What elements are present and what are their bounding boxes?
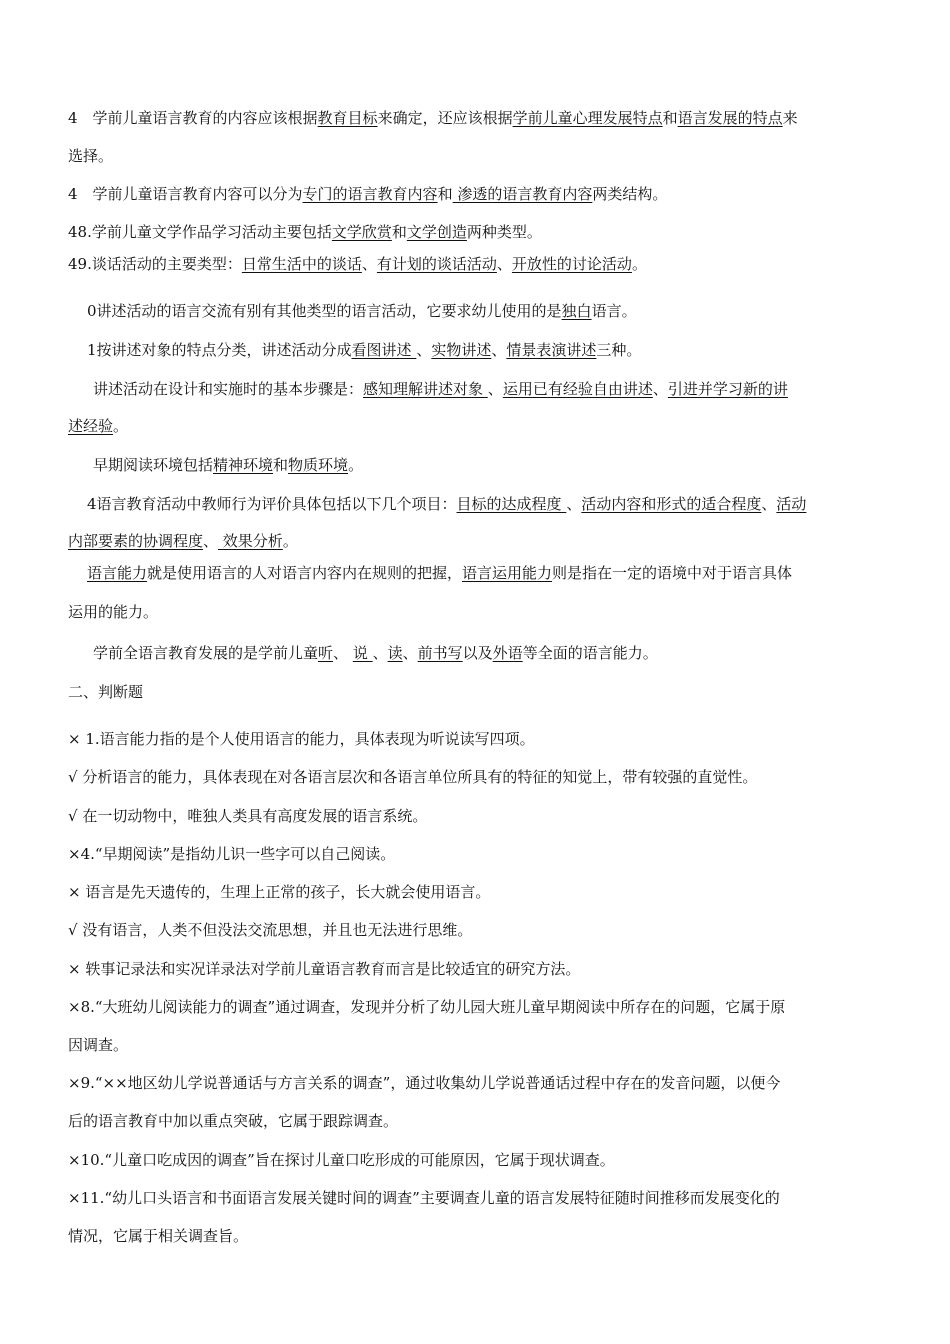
text: 。	[282, 532, 298, 550]
answer: 语言发展的特点	[677, 109, 783, 127]
text: 49.谈话活动的主要类型：	[68, 255, 242, 273]
judgment-item: √ 在一切动物中，唯独人类具有高度发展的语言系统。	[68, 807, 428, 825]
text: 。	[113, 417, 129, 435]
answer: 看图讲述	[351, 341, 417, 359]
answer: 文学欣赏	[331, 223, 392, 241]
judgment-item: × 1.语言能力指的是个人使用语言的能力，具体表现为听说读写四项。	[68, 730, 535, 748]
fill-in-line-10	[87, 563, 905, 583]
fill-in-line-7-cont	[68, 416, 886, 436]
text: 以及	[462, 644, 493, 662]
answer: 活动	[776, 495, 807, 513]
text: 讲述活动在设计和实施时的基本步骤是：	[93, 380, 364, 398]
answer: 日常生活中的谈话	[241, 255, 362, 273]
text: 来确定，还应该根据	[377, 109, 513, 127]
fill-in-line-1-cont	[68, 146, 886, 166]
answer: 语言能力	[87, 564, 148, 582]
judgment-item: ×10.“儿童口吃成因的调查”旨在探讨儿童口吃形成的可能原因，它属于现状调查。	[68, 1151, 615, 1169]
answer: 有计划的谈话活动	[376, 255, 497, 273]
judgment-item: ×11.“幼儿口头语言和书面语言发展关键时间的调查”主要调查儿童的语言发展特征随时间推移而发展变化的	[68, 1189, 780, 1207]
fill-in-line-7	[93, 379, 911, 399]
text: 两种类型。	[466, 223, 542, 241]
fill-in-line-2	[68, 184, 886, 204]
fill-in-line-9	[87, 494, 905, 514]
answer: 说	[352, 644, 373, 662]
answer: 读	[387, 644, 403, 662]
answer: 运用已有经验自由讲述	[502, 380, 653, 398]
text: 语言。	[591, 302, 637, 320]
answer: 内部要素的协调程度	[68, 532, 204, 550]
answer: 听	[318, 644, 334, 662]
answer: 活动内容和形式的适合程度	[581, 495, 762, 513]
text: 等全面的语言能力。	[522, 644, 658, 662]
answer: 教育目标	[317, 109, 378, 127]
fill-in-line-4	[68, 254, 886, 274]
text: 、	[491, 341, 507, 359]
judgment-item-cont: 后的语言教育中加以重点突破，它属于跟踪调查。	[68, 1112, 399, 1130]
answer: 独白	[561, 302, 592, 320]
judgment-item-cont: 因调查。	[68, 1036, 129, 1054]
text: 、	[416, 341, 432, 359]
answer: 渗透的语言教育内容	[452, 185, 593, 203]
text: 48.学前儿童文学作品学习活动主要包括	[68, 223, 332, 241]
text: 4语言教育活动中教师行为评价具体包括以下几个项目：	[87, 495, 457, 513]
text: 1按讲述对象的特点分类，讲述活动分成	[87, 341, 352, 359]
text: 。	[348, 456, 364, 474]
fill-in-line-8	[93, 455, 911, 475]
text: 、	[203, 532, 219, 550]
text: 、	[652, 380, 668, 398]
answer: 述经验	[68, 417, 114, 435]
answer: 专门的语言教育内容	[302, 185, 438, 203]
fill-in-line-9-cont	[68, 531, 886, 551]
text: 、	[496, 255, 512, 273]
judgment-item: × 语言是先天遗传的，生理上正常的孩子，长大就会使用语言。	[68, 883, 491, 901]
judgment-item: × 轶事记录法和实况详录法对学前儿童语言教育而言是比较适宜的研究方法。	[68, 960, 581, 978]
fill-in-line-1	[68, 108, 886, 128]
answer: 文学创造	[406, 223, 467, 241]
fill-in-line-3	[68, 222, 886, 242]
text: 就是使用语言的人对语言内容内在规则的把握，	[147, 564, 463, 582]
answer: 引进并学习新的讲	[667, 380, 788, 398]
text: 则是指在一定的语境中对于语言具体	[552, 564, 793, 582]
text: 运用的能力。	[68, 603, 159, 621]
answer: 语言运用能力	[462, 564, 553, 582]
text: 三种。	[596, 341, 642, 359]
judgment-item: √ 没有语言，人类不但没法交流思想，并且也无法进行思维。	[68, 921, 473, 939]
text: 学前全语言教育发展的是学前儿童	[93, 644, 319, 662]
answer: 实物讲述	[431, 341, 492, 359]
text: 和	[437, 185, 453, 203]
text: 和	[273, 456, 289, 474]
answer: 情景表演讲述	[506, 341, 597, 359]
answer: 精神环境	[213, 456, 274, 474]
fill-in-line-6	[87, 340, 905, 360]
text: 、	[333, 644, 353, 662]
text: 来	[782, 109, 798, 127]
answer: 物质环境	[288, 456, 349, 474]
text: 4 学前儿童语言教育内容可以分为	[68, 185, 303, 203]
answer: 效果分析	[218, 532, 283, 550]
fill-in-line-11	[93, 643, 911, 663]
fill-in-line-5	[87, 301, 905, 321]
text: 、	[361, 255, 377, 273]
text: 、	[372, 644, 388, 662]
answer: 感知理解讲述对象	[363, 380, 488, 398]
text: 0讲述活动的语言交流有别有其他类型的语言活动，它要求幼儿使用的是	[87, 302, 562, 320]
answer: 学前儿童心理发展特点	[512, 109, 663, 127]
judgment-item: ×8.“大班幼儿阅读能力的调查”通过调查，发现并分析了幼儿园大班儿童早期阅读中所存在的问题，它属于原	[68, 998, 786, 1016]
answer: 外语	[492, 644, 523, 662]
text: 4 学前儿童语言教育的内容应该根据	[68, 109, 318, 127]
text: 早期阅读环境包括	[93, 456, 214, 474]
judgment-item: ×9.“××地区幼儿学说普通话与方言关系的调查”，通过收集幼儿学说普通话过程中存在的发音问题，以便今	[68, 1074, 781, 1092]
text: 选择。	[68, 147, 114, 165]
answer: 目标的达成程度	[456, 495, 567, 513]
text: 、	[566, 495, 582, 513]
judgment-item: √ 分析语言的能力，具体表现在对各语言层次和各语言单位所具有的特征的知觉上，带有较强的直觉性。	[68, 768, 758, 786]
text: 、	[761, 495, 777, 513]
judgment-item: ×4.“早期阅读”是指幼儿识一些字可以自己阅读。	[68, 845, 396, 863]
answer: 前书写	[417, 644, 463, 662]
text: 。	[631, 255, 647, 273]
text: 两类结构。	[592, 185, 668, 203]
text: 、	[487, 380, 503, 398]
judgment-item-cont: 情况，它属于相关调查旨。	[68, 1227, 249, 1245]
answer: 开放性的讨论活动	[511, 255, 632, 273]
text: 、	[402, 644, 418, 662]
section-title: 二、判断题	[68, 683, 144, 701]
text: 和	[662, 109, 678, 127]
fill-in-line-10-cont	[68, 602, 886, 622]
text: 和	[391, 223, 407, 241]
